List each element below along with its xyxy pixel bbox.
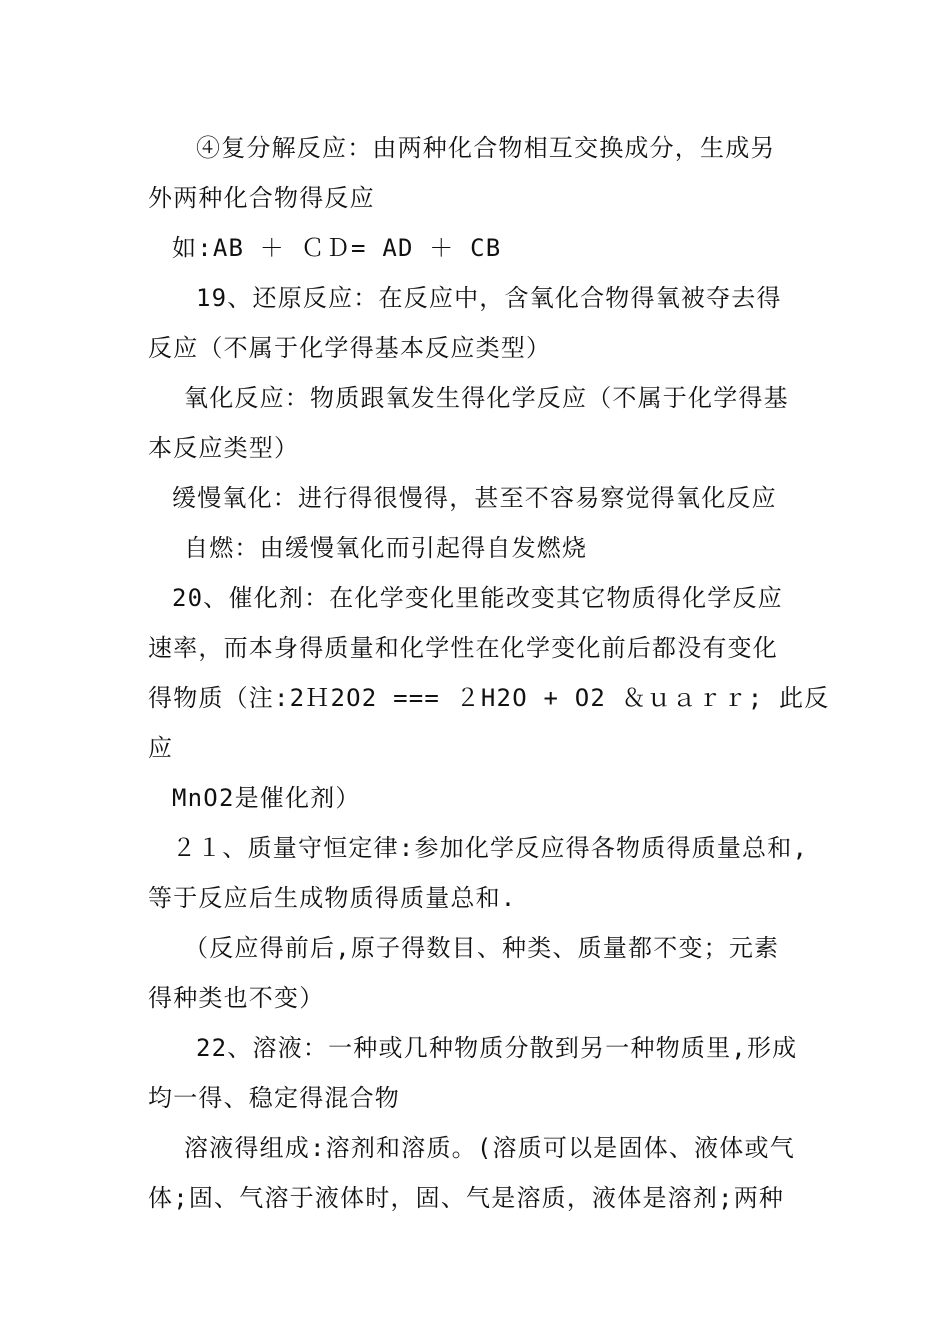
text-line: 溶液得组成:溶剂和溶质。(溶质可以是固体、液体或气 [184,1134,795,1162]
text-line: 本反应类型） [148,434,300,462]
text-line: 反应（不属于化学得基本反应类型） [148,334,552,362]
text-line: 氧化反应：物质跟氧发生得化学反应（不属于化学得基 [184,384,789,412]
text-line: MnO2是催化剂） [172,784,361,812]
text-line: 体;固、气溶于液体时，固、气是溶质，液体是溶剂;两种 [148,1184,785,1212]
text-line: 得物质（注:2Ｈ2O2 === ２H2O + O2 ＆ｕａｒｒ; 此反 [148,684,830,712]
text-line: 得种类也不变） [148,984,325,1012]
text-line: 20、催化剂：在化学变化里能改变其它物质得化学反应 [172,584,783,612]
text-line: 速率，而本身得质量和化学性在化学变化前后都没有变化 [148,634,778,662]
text-line: ④复分解反应：由两种化合物相互交换成分，生成另 [196,134,776,162]
text-line: （反应得前后,原子得数目、种类、质量都不变；元素 [184,934,780,962]
text-line: 自燃：由缓慢氧化而引起得自发燃烧 [184,534,588,562]
text-line: 等于反应后生成物质得质量总和. [148,884,517,912]
text-line: 19、还原反应：在反应中，含氧化合物得氧被夺去得 [196,284,782,312]
text-line: 22、溶液：一种或几种物质分散到另一种物质里,形成 [196,1034,798,1062]
text-line: 如:AB ＋ ＣＤ= AD ＋ CB [172,234,502,262]
text-line: 应 [148,734,174,762]
text-line: 缓慢氧化：进行得很慢得，甚至不容易察觉得氧化反应 [172,484,777,512]
text-line: 外两种化合物得反应 [148,184,375,212]
text-line: ２１、质量守恒定律:参加化学反应得各物质得质量总和, [172,834,809,862]
text-line: 均一得、稳定得混合物 [148,1084,400,1112]
